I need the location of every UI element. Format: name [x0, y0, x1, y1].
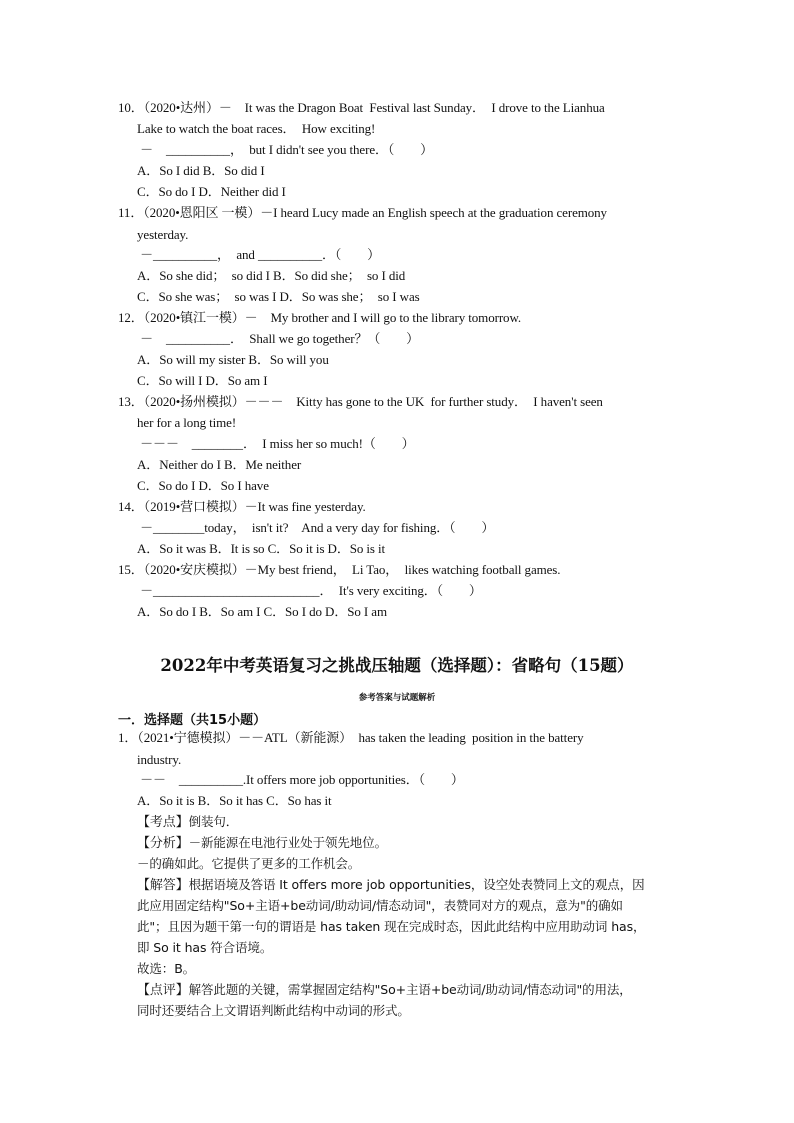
q12-blank-line: － __________． Shall we go together？（ ） [137, 331, 419, 346]
q11-options-cd: C．So she was； so was I D．So was she； so I was [137, 289, 420, 304]
q11-line-1: 11．（2020•恩阳区 一模）－I heard Lucy made an English speech at the graduation ceremony [118, 205, 607, 220]
answer-q1-line-2: industry. [137, 752, 182, 767]
q13-line-1: 13．（2020•扬州模拟）－－－ Kitty has gone to the UK for further study． I haven't seen [118, 394, 603, 409]
q15-line-1: 15．（2020•安庆模拟）－My best friend， Li Tao， likes watching football games. [118, 562, 561, 577]
q10-blank-line: － __________， but I didn't see you there．（ ） [137, 142, 433, 157]
answer-q1-line-1: 1．（2021•宁德模拟）－－ATL（新能源） has taken the leading position in the battery [118, 730, 584, 745]
q12-line-1: 12．（2020•镇江一模）－ My brother and I will go to the library tomorrow. [118, 310, 522, 325]
answer-subtitle: 参考答案与试题解析 [358, 693, 436, 703]
dianping-row [137, 982, 632, 999]
q10-options-ab: A．So I did B．So did I [137, 163, 265, 178]
kaodian-text: 倒装句． [188, 814, 239, 829]
jieda-text-2: 此应用固定结构"So+主语+be动词/助动词/情态动词"，表赞同对方的观点，意为"的确如 [137, 898, 623, 913]
dianping-tag: 【点评】 [137, 983, 189, 998]
kaodian-row [137, 814, 238, 831]
q14-line-1: 14．（2019•营口模拟）－It was fine yesterday. [118, 499, 366, 514]
q11-line-2: yesterday. [137, 227, 189, 242]
q14-blank-line: －________today， isn't it? And a very day for fishing．（ ） [137, 520, 495, 535]
jieda-text-4: 即 So it has 符合语境。 [137, 940, 273, 955]
answer-title: 2022年中考英语复习之挑战压轴题（选择题）：省略句（15题） [160, 656, 634, 675]
answer-q1-blank-line: －－ __________.It offers more job opportunities．（ ） [137, 772, 464, 787]
q11-blank-line: －__________， and __________．（ ） [137, 247, 380, 262]
q12-options-cd: C．So will I D．So am I [137, 373, 268, 388]
guxuan-text: 故选：B。 [137, 961, 196, 976]
fenxi-row [137, 835, 387, 852]
fenxi-text-2: －的确如此。它提供了更多的工作机会。 [137, 856, 361, 871]
q10-options-cd: C．So do I D．Neither did I [137, 184, 286, 199]
dianping-text-2: 同时还要结合上文谓语判断此结构中动词的形式。 [137, 1003, 410, 1018]
q13-line-2: her for a long time! [137, 415, 237, 430]
jieda-tag: 【解答】 [137, 878, 189, 893]
jieda-text-3: 此"；且因为题干第一句的谓语是 has taken 现在完成时态，因此此结构中应用助动词 has， [137, 919, 646, 934]
q15-blank-line: －__________________________． It's very exciting．（ ） [137, 583, 482, 598]
q13-options-ab: A．Neither do I B．Me neither [137, 457, 302, 472]
kaodian-tag: 【考点】 [137, 815, 189, 830]
jieda-row [137, 877, 645, 894]
answer-q1-options: A．So it is B．So it has C．So has it [137, 793, 332, 808]
section-heading: 一．选择题（共15小题） [118, 713, 267, 728]
q15-options: A．So do I B．So am I C．So I do D．So I am [137, 604, 387, 619]
q13-options-cd: C．So do I D．So I have [137, 478, 269, 493]
q12-options-ab: A．So will my sister B．So will you [137, 352, 329, 367]
q13-blank-line: －－－ ________． I miss her so much!（ ） [137, 436, 415, 451]
q11-options-ab: A．So she did； so did I B．So did she； so I did [137, 268, 406, 283]
q10-line-1: 10．（2020•达州）－ It was the Dragon Boat Festival last Sunday． I drove to the Lianhua [118, 100, 605, 115]
fenxi-tag: 【分析】 [137, 836, 189, 851]
q10-line-2: Lake to watch the boat races． How exciting! [137, 121, 376, 136]
jieda-text-1: 根据语境及答语 It offers more job opportunities，设空处表赞同上文的观点，因 [188, 877, 645, 892]
fenxi-text: －新能源在电池行业处于领先地位。 [188, 835, 388, 850]
dianping-text-1: 解答此题的关键，需掌握固定结构"So+主语+be动词/助动词/情态动词"的用法， [188, 982, 632, 997]
q14-options: A．So it was B．It is so C．So it is D．So is it [137, 541, 386, 556]
